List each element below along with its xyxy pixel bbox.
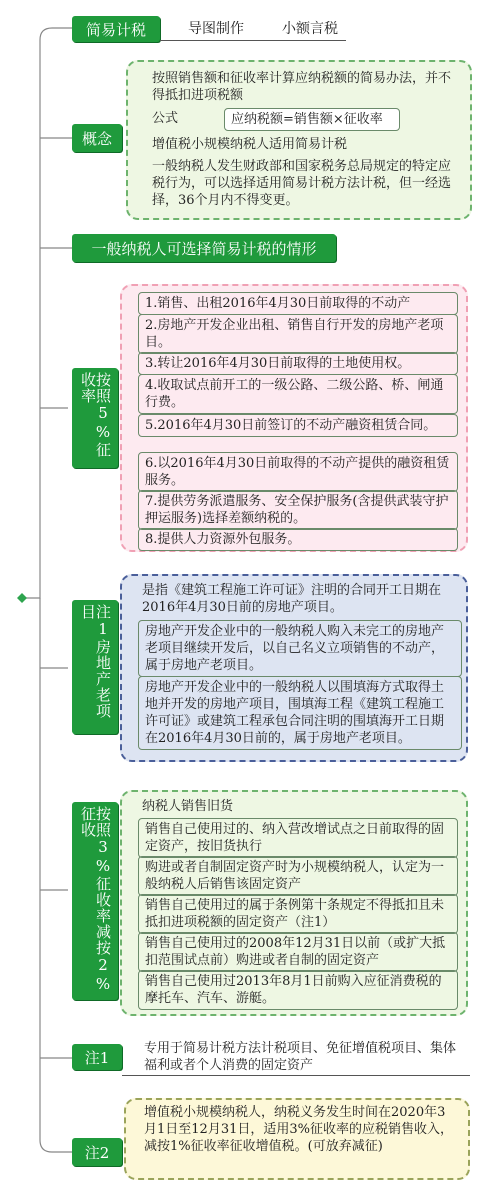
- root-diamond: [17, 593, 27, 603]
- general-label: 一般纳税人可选择简易计税的情形: [91, 239, 317, 258]
- author-label-2: 小额言税: [282, 21, 338, 37]
- concept-tag[interactable]: [72, 124, 122, 152]
- note1-label: 注1: [84, 1048, 110, 1067]
- rate3-tag[interactable]: [72, 802, 118, 1000]
- rate3-item-1: 纳税人销售旧货: [142, 799, 234, 814]
- rate3-item-5: 销售自己使用过的2008年12月31日以前（或扩大抵扣范围试点前）购进或者自制的固定资产: [138, 932, 458, 972]
- note1-tag[interactable]: [72, 1044, 122, 1070]
- rate5-item-1: 1.销售、出租2016年4月30日前取得的不动产: [138, 292, 458, 315]
- note1-text: 专用于简易计税方法计税项目、免征增值税项目、集体福利或者个人消费的固定资产: [144, 1041, 457, 1073]
- rate5-item-4: 4.收取试点前开工的一级公路、二级公路、桥、闸通行费。: [138, 374, 458, 414]
- rate5-item-6: 6.以2016年4月30日前取得的不动产提供的融资租赁服务。: [138, 452, 458, 492]
- rate5-label: 按照5%征收率: [79, 372, 112, 458]
- rate5-item-5: 5.2016年4月30日前签订的不动产融资租赁合同。: [138, 414, 458, 437]
- concept-item-formula: 应纳税额=销售额×征收率: [224, 108, 400, 131]
- note1-re-label: 注1房地产老项目: [79, 604, 112, 719]
- root-title-tag[interactable]: [72, 16, 160, 42]
- rate3-item-3: 购进或者自制固定资产时为小规模纳税人，认定为一般纳税人后销售该固定资产: [138, 856, 458, 896]
- concept-label: 概念: [81, 129, 112, 148]
- header-underline: [160, 40, 346, 41]
- rate5-item-7: 7.提供劳务派遣服务、安全保护服务(含提供武装守护押运服务)选择差额纳税的。: [138, 490, 458, 530]
- note1-re-item-3: 房地产开发企业中的一般纳税人以围填海方式取得土地并开发的房地产项目，围填海工程《建筑工程施工许可证》或建筑工程承包合同注明的围填海开工日期在2016年4月30日前的，属于房地产老项目。: [138, 676, 462, 750]
- rate5-item-8: 8.提供人力资源外包服务。: [138, 528, 458, 551]
- note2-label: 注2: [84, 1143, 110, 1162]
- author-label-1: 导图制作: [188, 21, 244, 37]
- root-title: 简易计税: [85, 20, 146, 39]
- rate3-label: 按照3%征收率减按2%征收: [79, 806, 112, 994]
- concept-item-formula-label: 公式: [152, 111, 179, 126]
- concept-item-2: 增值税小规模纳税人适用简易计税: [152, 137, 348, 152]
- connector-root: [22, 28, 72, 598]
- connector-note2: [40, 598, 72, 1152]
- rate3-item-6: 销售自己使用过2013年8月1日前购入应征消费税的摩托车、汽车、游艇。: [138, 970, 458, 1010]
- note2-text: 增值税小规模纳税人，纳税义务发生时间在2020年3月1日至12月31日，适用3%征收率的应税销售收入，减按1%征收率征收增值税。(可放弃减征): [144, 1105, 453, 1154]
- general-tag[interactable]: [72, 234, 336, 262]
- note1-underline: [122, 1075, 470, 1076]
- note1-re-item-1: 是指《建筑工程施工许可证》注明的合同开工日期在2016年4月30日前的房地产项目。: [142, 583, 442, 615]
- rate3-item-2: 销售自己使用过的、纳入营改增试点之日前取得的固定资产，按旧货执行: [138, 818, 458, 858]
- rate5-item-2: 2.房地产开发企业出租、销售自行开发的房地产老项目。: [138, 314, 458, 354]
- concept-item-3: 一般纳税人发生财政部和国家税务总局规定的特定应税行为，可以选择适用简易计税方法计税，但一经选择，36个月内不得变更。: [152, 159, 452, 208]
- concept-item-1: 按照销售额和征收率计算应纳税额的简易办法，并不得抵扣进项税额: [152, 71, 452, 103]
- note1-re-item-2: 房地产开发企业中的一般纳税人购入未完工的房地产老项目继续开发后，以自己名义立项销售的不动产，属于房地产老项目。: [138, 620, 462, 677]
- rate5-tag[interactable]: [72, 368, 118, 468]
- rate3-item-4: 销售自己使用过的属于条例第十条规定不得抵扣且未抵扣进项税额的固定资产（注1）: [138, 894, 458, 934]
- rate5-item-3: 3.转让2016年4月30日前取得的土地使用权。: [138, 352, 458, 375]
- note2-tag[interactable]: [72, 1138, 122, 1166]
- note1-re-tag[interactable]: [72, 600, 118, 734]
